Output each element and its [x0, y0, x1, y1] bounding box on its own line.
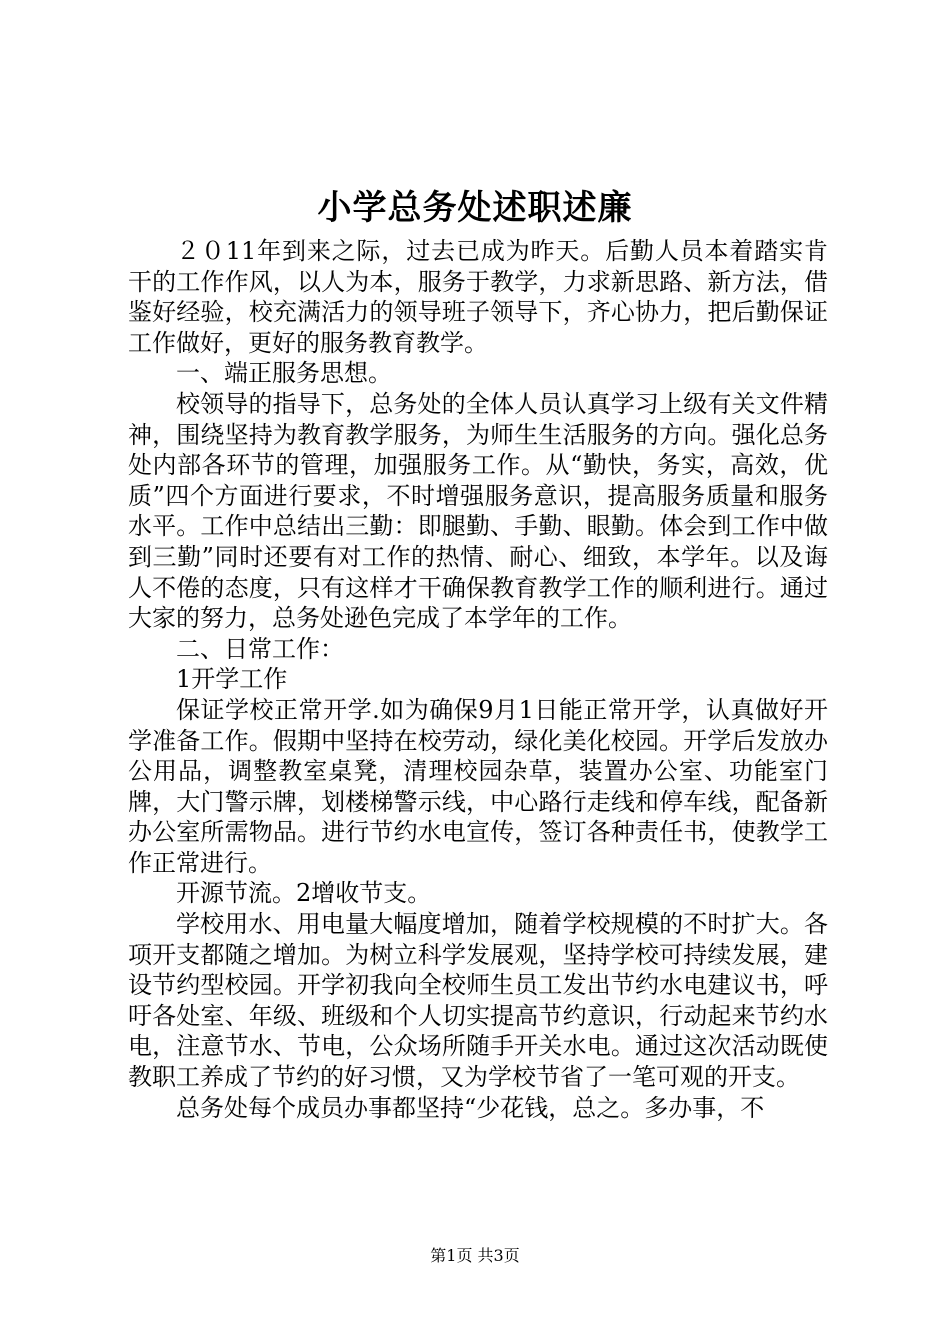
paragraph-service: 校领导的指导下，总务处的全体人员认真学习上级有关文件精神，围绕坚持为教育教学服务，为师生生活服务的方向。强化总务处内部各环节的管理，加强服务工作。从“勤快，务实，高效，优质”四个方面进行要求，不时增强服务意识，提高服务质量和服务水平。工作中总结出三勤：即腿勤、手勤、眼勤。体会到工作中做到三勤”同时还要有对工作的热情、耐心、细致，本学年。以及诲人不倦的态度，只有这样才干确保教育教学工作的顺利进行。通过大家的努力，总务处逊色完成了本学年的工作。: [128, 389, 828, 633]
paragraph-opening: 保证学校正常开学.如为确保9月1日能正常开学，认真做好开学准备工作。假期中坚持在校劳动，绿化美化校园。开学后发放办公用品，调整教室桌凳，清理校园杂草，装置办公室、功能室门牌，大门警示牌，划楼梯警示线，中心路行走线和停车线，配备新办公室所需物品。进行节约水电宣传，签订各种责任书，使教学工作正常进行。: [128, 695, 828, 877]
document-body: [128, 236, 828, 1123]
subheading-saving: 开源节流。2增收节支。: [176, 879, 432, 908]
document-title: 小学总务处述职述廉: [317, 188, 633, 228]
paragraph-continued: 总务处每个成员办事都坚持“少花钱，总之。多办事，不: [176, 1093, 765, 1122]
subheading-opening: 1开学工作: [176, 665, 288, 694]
heading-section-2: 二、日常工作：: [176, 634, 344, 663]
heading-section-1: 一、端正服务思想。: [176, 359, 392, 388]
paragraph-saving: 学校用水、用电量大幅度增加，随着学校规模的不时扩大。各项开支都随之增加。为树立科学发展观，坚持学校可持续发展，建设节约型校园。开学初我向全校师生员工发出节约水电建议书，呼吁各处室、年级、班级和个人切实提高节约意识，行动起来节约水电，注意节水、节电，公众场所随手开关水电。通过这次活动既使教职工养成了节约的好习惯，又为学校节省了一笔可观的开支。: [128, 910, 828, 1092]
paragraph-intro: ２０11年到来之际，过去已成为昨天。后勤人员本着踏实肯干的工作作风，以人为本，服务于教学，力求新思路、新方法，借鉴好经验，校充满活力的领导班子领导下，齐心协力，把后勤保证工作做好，更好的服务教育教学。: [128, 237, 828, 357]
page-footer: 第1页 共3页: [430, 1246, 520, 1265]
